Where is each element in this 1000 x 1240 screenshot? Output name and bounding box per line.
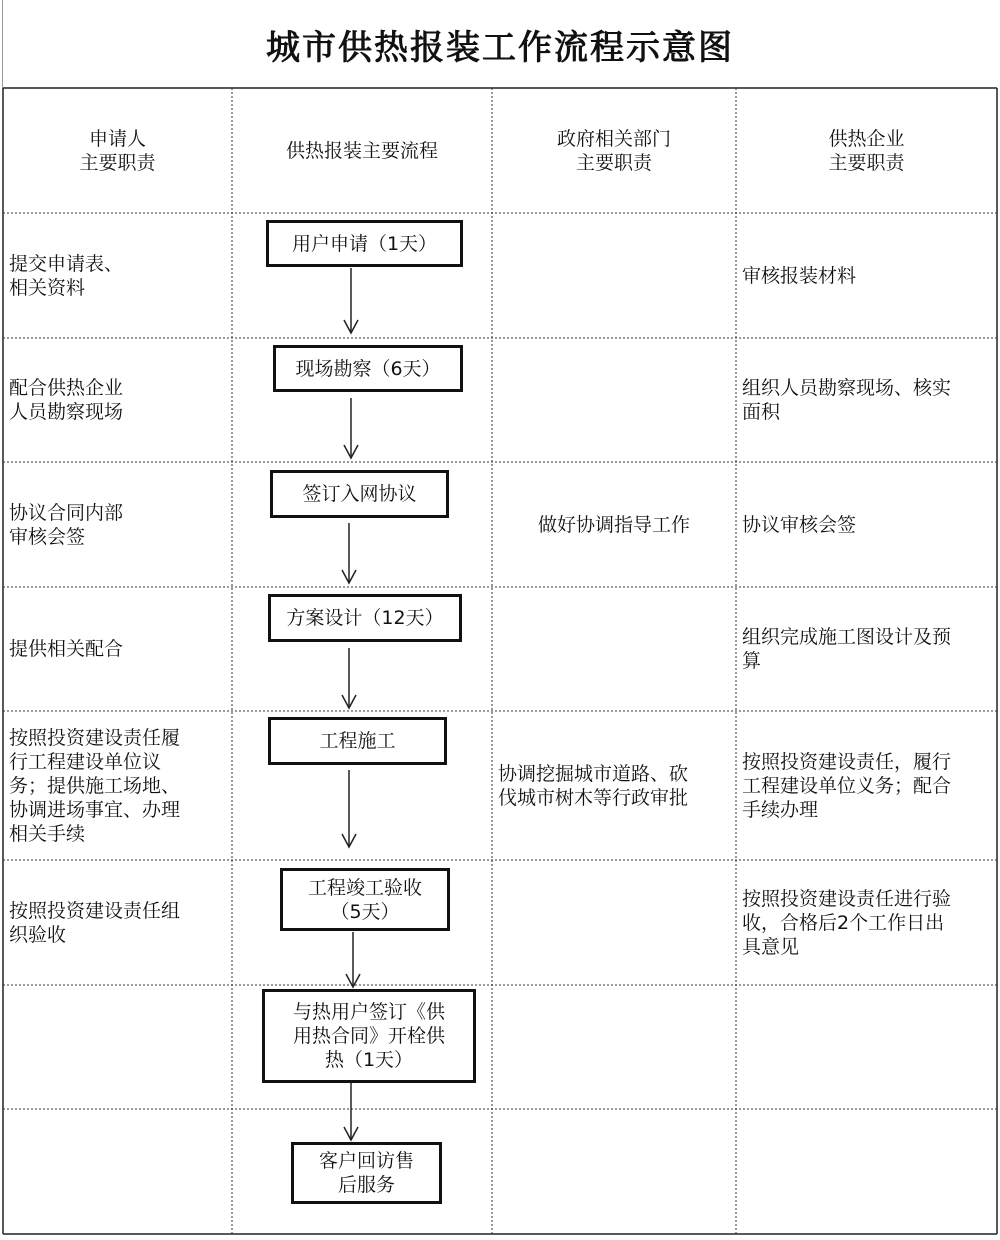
flow-arrow-head [344,320,358,333]
enterprise-duty: 组织人员勘察现场、核实 面积 [742,377,952,423]
applicant-duty: 按照投资建设责任组 织验收 [9,899,181,946]
header-process: 供热报装主要流程 [285,139,438,162]
flow-arrow-head [342,834,356,847]
flow-step-construction: 工程施工 [268,717,447,765]
flow-arrow-head [344,1127,358,1140]
flow-arrow-head [344,445,358,458]
flow-step-user-application: 用户申请（1天） [266,220,463,267]
page-title: 城市供热报装工作流程示意图 [266,27,734,68]
enterprise-duty: 组织完成施工图设计及预 算 [742,626,952,672]
flow-step-site-survey: 现场勘察（6天） [273,345,463,392]
enterprise-duty: 按照投资建设责任，履行 工程建设单位义务；配合 手续办理 [742,750,952,821]
applicant-duty: 按照投资建设责任履 行工程建设单位议 务；提供施工场地、 协调进场事宜、办理 相关手续 [9,726,181,845]
government-duty: 做好协调指导工作 [537,513,690,536]
enterprise-duty: 审核报装材料 [742,264,857,287]
government-duty: 协调挖掘城市道路、砍 伐城市树木等行政审批 [498,762,689,809]
header-applicant: 申请人 主要职责 [79,127,156,174]
title-left-border [2,0,3,88]
flow-arrow-head [346,974,360,987]
flow-step-acceptance: 工程竣工验收 （5天） [280,868,450,931]
flow-step-design: 方案设计（12天） [268,594,462,642]
flow-step-after-sales: 客户回访售 后服务 [291,1142,442,1204]
applicant-duty: 配合供热企业 人员勘察现场 [9,377,124,423]
enterprise-duty: 按照投资建设责任进行验 收，合格后2个工作日出 具意见 [742,887,952,958]
header-enterprise: 供热企业 主要职责 [828,127,905,174]
header-government: 政府相关部门 主要职责 [556,127,671,174]
flow-step-sign-agreement: 签订入网协议 [270,470,449,518]
flow-step-sign-contract: 与热用户签订《供 用热合同》开栓供 热（1天） [262,989,476,1083]
applicant-duty: 协议合同内部 审核会签 [9,501,124,548]
enterprise-duty: 协议审核会签 [742,513,857,536]
applicant-duty: 提交申请表、 相关资料 [9,252,124,299]
flow-arrow-head [342,695,356,708]
applicant-duty: 提供相关配合 [9,638,124,660]
flow-arrow-head [342,570,356,583]
